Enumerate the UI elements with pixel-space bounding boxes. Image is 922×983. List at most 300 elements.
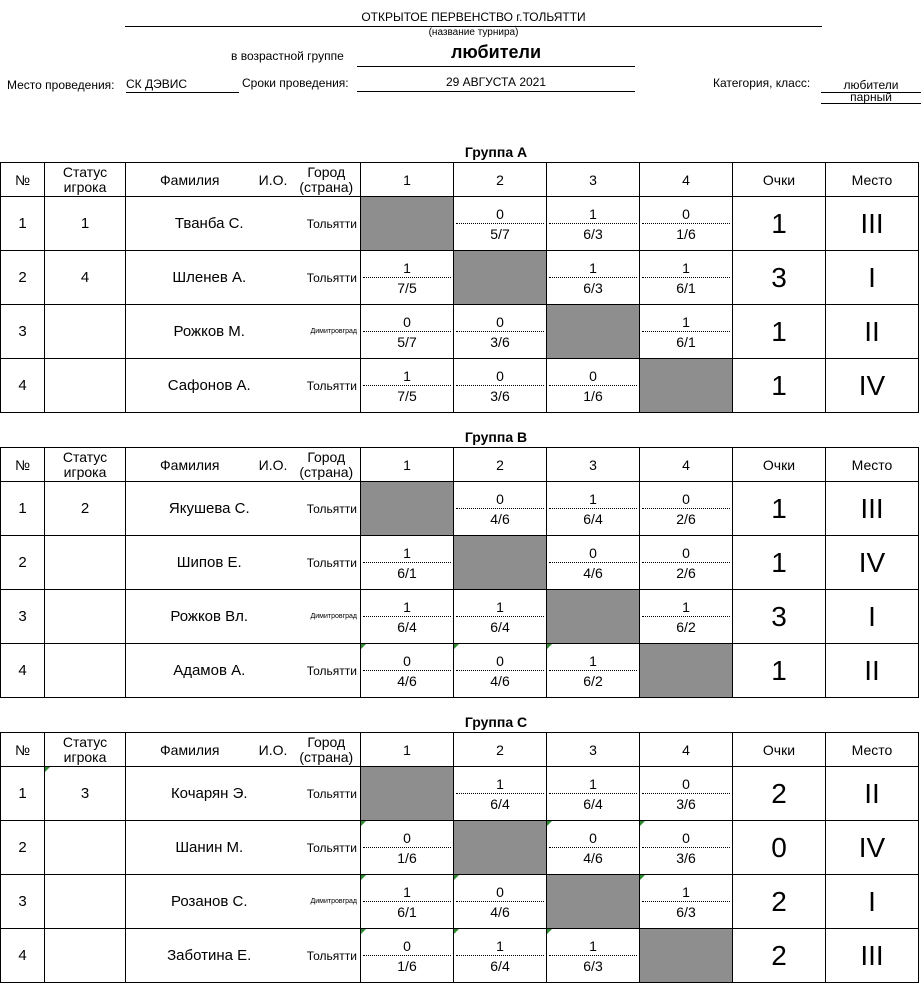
player-points: 1 xyxy=(733,644,826,698)
match-result: 1 xyxy=(682,314,690,330)
match-result: 1 xyxy=(589,206,597,222)
diagonal-cell xyxy=(361,482,454,536)
match-score: 6/4 xyxy=(490,958,510,974)
corner-marker-icon xyxy=(45,767,50,772)
match-result: 0 xyxy=(496,884,504,900)
group-table xyxy=(0,447,919,698)
table-row xyxy=(1,929,919,983)
row-number: 3 xyxy=(1,875,45,929)
player-points: 1 xyxy=(733,536,826,590)
dotted-divider xyxy=(642,277,730,278)
match-score: 6/3 xyxy=(676,904,696,920)
match-score: 5/7 xyxy=(490,226,510,242)
match-score: 1/6 xyxy=(583,388,603,404)
city-header-line-1: Город xyxy=(307,733,346,750)
dotted-divider xyxy=(642,562,730,563)
score-cell xyxy=(454,644,547,698)
player-points: 1 xyxy=(733,305,826,359)
col-opponent-2-header: 2 xyxy=(454,733,547,767)
player-city: Димитровград xyxy=(293,875,361,929)
match-result: 1 xyxy=(496,599,504,615)
dotted-divider xyxy=(456,616,544,617)
score-cell xyxy=(547,767,640,821)
match-score: 4/6 xyxy=(583,565,603,581)
col-no-header: № xyxy=(1,733,45,767)
player-place: III xyxy=(826,197,919,251)
score-cell xyxy=(454,305,547,359)
dotted-divider xyxy=(363,331,451,332)
player-place: I xyxy=(826,251,919,305)
player-city: Тольятти xyxy=(293,197,361,251)
match-result: 1 xyxy=(682,260,690,276)
match-score: 4/6 xyxy=(490,511,510,527)
col-opponent-3-header: 3 xyxy=(547,733,640,767)
row-number: 2 xyxy=(1,536,45,590)
dotted-divider xyxy=(456,901,544,902)
dotted-divider xyxy=(549,385,637,386)
score-cell xyxy=(640,536,733,590)
diagonal-cell xyxy=(454,251,547,305)
match-score: 4/6 xyxy=(490,673,510,689)
diagonal-cell xyxy=(547,875,640,929)
dotted-divider xyxy=(549,793,637,794)
col-initials-header: И.О. xyxy=(254,448,293,482)
status-header-line-2: игрока xyxy=(63,748,107,765)
corner-marker-icon xyxy=(361,644,366,649)
dotted-divider xyxy=(456,955,544,956)
col-status-header xyxy=(45,448,126,482)
player-name: Тванба С. xyxy=(126,197,293,251)
city-header-line-1: Город xyxy=(307,163,346,180)
city-header-line-2: (страна) xyxy=(299,748,354,765)
city-header-line-1: Город xyxy=(307,448,346,465)
diagonal-cell xyxy=(454,821,547,875)
match-score: 4/6 xyxy=(583,850,603,866)
match-result: 0 xyxy=(589,830,597,846)
table-row xyxy=(1,644,919,698)
dotted-divider xyxy=(549,847,637,848)
match-result: 0 xyxy=(403,830,411,846)
dotted-divider xyxy=(456,508,544,509)
player-points: 0 xyxy=(733,821,826,875)
match-score: 6/3 xyxy=(583,958,603,974)
table-row xyxy=(1,875,919,929)
corner-marker-icon xyxy=(454,929,459,934)
player-name: Кочарян Э. xyxy=(126,767,293,821)
score-cell xyxy=(361,821,454,875)
player-city: Тольятти xyxy=(293,767,361,821)
row-number: 4 xyxy=(1,929,45,983)
dotted-divider xyxy=(642,616,730,617)
score-cell xyxy=(547,197,640,251)
player-name: Заботина Е. xyxy=(126,929,293,983)
category-value-2: парный xyxy=(821,91,921,104)
match-score: 1/6 xyxy=(397,850,417,866)
diagonal-cell xyxy=(547,590,640,644)
score-cell xyxy=(454,875,547,929)
dotted-divider xyxy=(549,508,637,509)
score-cell xyxy=(640,767,733,821)
row-number: 1 xyxy=(1,482,45,536)
dotted-divider xyxy=(363,955,451,956)
table-row xyxy=(1,767,919,821)
match-score: 6/4 xyxy=(583,511,603,527)
match-result: 1 xyxy=(403,884,411,900)
player-city: Тольятти xyxy=(293,929,361,983)
score-cell xyxy=(361,359,454,413)
dotted-divider xyxy=(363,616,451,617)
score-cell xyxy=(547,536,640,590)
player-points: 2 xyxy=(733,875,826,929)
player-name: Шипов Е. xyxy=(126,536,293,590)
player-place: I xyxy=(826,875,919,929)
dotted-divider xyxy=(642,793,730,794)
col-initials-header: И.О. xyxy=(254,163,293,197)
score-cell xyxy=(640,305,733,359)
match-score: 3/6 xyxy=(676,850,696,866)
player-place: IV xyxy=(826,359,919,413)
diagonal-cell xyxy=(640,644,733,698)
player-status xyxy=(45,929,126,983)
col-opponent-1-header: 1 xyxy=(361,163,454,197)
match-result: 0 xyxy=(682,830,690,846)
status-header-line-1: Статус xyxy=(62,733,108,750)
match-result: 0 xyxy=(682,491,690,507)
match-score: 7/5 xyxy=(397,280,417,296)
score-cell xyxy=(361,875,454,929)
diagonal-cell xyxy=(361,197,454,251)
match-result: 1 xyxy=(589,491,597,507)
corner-marker-icon xyxy=(547,644,552,649)
group-table xyxy=(0,162,919,413)
col-opponent-1-header: 1 xyxy=(361,733,454,767)
dotted-divider xyxy=(363,277,451,278)
score-cell xyxy=(547,359,640,413)
score-cell xyxy=(547,821,640,875)
player-name: Рожков М. xyxy=(126,305,293,359)
player-city: Тольятти xyxy=(293,359,361,413)
match-score: 4/6 xyxy=(397,673,417,689)
table-row xyxy=(1,482,919,536)
score-cell xyxy=(454,197,547,251)
player-place: III xyxy=(826,482,919,536)
row-number: 4 xyxy=(1,359,45,413)
player-points: 2 xyxy=(733,767,826,821)
match-score: 3/6 xyxy=(676,796,696,812)
col-opponent-3-header: 3 xyxy=(547,163,640,197)
match-score: 1/6 xyxy=(397,958,417,974)
match-result: 0 xyxy=(496,491,504,507)
player-name: Адамов А. xyxy=(126,644,293,698)
match-score: 6/4 xyxy=(490,796,510,812)
player-place: II xyxy=(826,767,919,821)
score-cell xyxy=(547,482,640,536)
table-row xyxy=(1,536,919,590)
corner-marker-icon xyxy=(361,821,366,826)
score-cell xyxy=(454,359,547,413)
player-place: II xyxy=(826,644,919,698)
match-result: 0 xyxy=(403,314,411,330)
dotted-divider xyxy=(363,562,451,563)
match-result: 1 xyxy=(403,368,411,384)
col-opponent-4-header: 4 xyxy=(640,448,733,482)
age-group-value: любители xyxy=(357,42,635,67)
match-score: 6/2 xyxy=(583,673,603,689)
player-name: Шанин М. xyxy=(126,821,293,875)
score-cell xyxy=(640,875,733,929)
col-place-header: Место xyxy=(826,163,919,197)
dotted-divider xyxy=(549,562,637,563)
player-status: 1 xyxy=(45,197,126,251)
diagonal-cell xyxy=(640,929,733,983)
col-no-header: № xyxy=(1,448,45,482)
dotted-divider xyxy=(456,385,544,386)
match-result: 0 xyxy=(496,314,504,330)
player-city: Тольятти xyxy=(293,536,361,590)
dotted-divider xyxy=(642,223,730,224)
dotted-divider xyxy=(363,901,451,902)
score-cell xyxy=(640,197,733,251)
score-cell xyxy=(361,929,454,983)
col-opponent-4-header: 4 xyxy=(640,733,733,767)
player-place: IV xyxy=(826,821,919,875)
city-header-line-2: (страна) xyxy=(299,463,354,480)
col-place-header: Место xyxy=(826,448,919,482)
player-city: Тольятти xyxy=(293,821,361,875)
row-number: 1 xyxy=(1,197,45,251)
dotted-divider xyxy=(363,847,451,848)
score-cell xyxy=(547,251,640,305)
match-score: 2/6 xyxy=(676,511,696,527)
col-city-header xyxy=(293,163,361,197)
col-opponent-3-header: 3 xyxy=(547,448,640,482)
match-result: 0 xyxy=(589,545,597,561)
status-header-line-1: Статус xyxy=(62,163,108,180)
col-opponent-4-header: 4 xyxy=(640,163,733,197)
corner-marker-icon xyxy=(361,929,366,934)
corner-marker-icon xyxy=(640,821,645,826)
col-opponent-2-header: 2 xyxy=(454,163,547,197)
col-surname-header: Фамилия xyxy=(126,733,254,767)
match-score: 6/4 xyxy=(397,619,417,635)
col-surname-header: Фамилия xyxy=(126,163,254,197)
corner-marker-icon xyxy=(361,875,366,880)
player-points: 3 xyxy=(733,590,826,644)
dotted-divider xyxy=(363,670,451,671)
dotted-divider xyxy=(642,901,730,902)
venue-value: СК ДЭВИС xyxy=(126,77,239,93)
dotted-divider xyxy=(642,508,730,509)
score-cell xyxy=(547,929,640,983)
table-row xyxy=(1,590,919,644)
corner-marker-icon xyxy=(640,875,645,880)
diagonal-cell xyxy=(454,536,547,590)
match-result: 1 xyxy=(589,776,597,792)
row-number: 3 xyxy=(1,590,45,644)
match-score: 6/3 xyxy=(583,280,603,296)
col-no-header: № xyxy=(1,163,45,197)
score-cell xyxy=(361,251,454,305)
player-city: Димитровград xyxy=(293,590,361,644)
score-cell xyxy=(454,482,547,536)
match-score: 5/7 xyxy=(397,334,417,350)
player-status: 2 xyxy=(45,482,126,536)
city-header-line-2: (страна) xyxy=(299,178,354,195)
player-status xyxy=(45,875,126,929)
match-result: 0 xyxy=(682,776,690,792)
dotted-divider xyxy=(456,223,544,224)
player-status xyxy=(45,767,126,821)
score-cell xyxy=(640,821,733,875)
player-points: 3 xyxy=(733,251,826,305)
match-score: 6/4 xyxy=(490,619,510,635)
player-city: Тольятти xyxy=(293,251,361,305)
corner-marker-icon xyxy=(454,644,459,649)
match-result: 1 xyxy=(403,599,411,615)
dotted-divider xyxy=(549,955,637,956)
match-result: 0 xyxy=(496,206,504,222)
match-score: 4/6 xyxy=(490,904,510,920)
category-label: Категория, класс: xyxy=(713,76,811,90)
player-place: II xyxy=(826,305,919,359)
match-score: 6/1 xyxy=(397,904,417,920)
group-table xyxy=(0,732,919,983)
match-result: 0 xyxy=(496,653,504,669)
match-result: 1 xyxy=(403,545,411,561)
age-group-label: в возрастной группе xyxy=(231,49,344,63)
score-cell xyxy=(547,644,640,698)
col-place-header: Место xyxy=(826,733,919,767)
match-result: 0 xyxy=(403,938,411,954)
col-initials-header: И.О. xyxy=(254,733,293,767)
player-points: 1 xyxy=(733,359,826,413)
col-status-header xyxy=(45,733,126,767)
diagonal-cell xyxy=(547,305,640,359)
table-row xyxy=(1,197,919,251)
score-cell xyxy=(640,482,733,536)
player-name: Якушева С. xyxy=(126,482,293,536)
match-result: 1 xyxy=(403,260,411,276)
group-title: Группа С xyxy=(464,714,528,730)
player-status xyxy=(45,536,126,590)
player-city: Тольятти xyxy=(293,482,361,536)
status-value: 3 xyxy=(80,785,90,802)
match-result: 1 xyxy=(682,599,690,615)
dotted-divider xyxy=(456,793,544,794)
row-number: 3 xyxy=(1,305,45,359)
match-score: 3/6 xyxy=(490,334,510,350)
match-result: 1 xyxy=(496,938,504,954)
dates-value: 29 АВГУСТА 2021 xyxy=(357,75,635,92)
player-place: III xyxy=(826,929,919,983)
player-status xyxy=(45,644,126,698)
row-number: 1 xyxy=(1,767,45,821)
col-opponent-2-header: 2 xyxy=(454,448,547,482)
score-cell xyxy=(361,536,454,590)
col-city-header xyxy=(293,733,361,767)
match-result: 0 xyxy=(682,545,690,561)
match-score: 6/1 xyxy=(676,334,696,350)
group-title: Группа В xyxy=(464,429,528,445)
player-points: 1 xyxy=(733,197,826,251)
player-status xyxy=(45,590,126,644)
tournament-hint: (название турнира) xyxy=(428,27,519,38)
venue-label: Место проведения: xyxy=(7,78,115,92)
match-score: 1/6 xyxy=(676,226,696,242)
score-cell xyxy=(454,767,547,821)
match-score: 6/1 xyxy=(397,565,417,581)
player-name: Шленев А. xyxy=(126,251,293,305)
tournament-title: ОТКРЫТОЕ ПЕРВЕНСТВО г.ТОЛЬЯТТИ xyxy=(125,10,822,27)
match-score: 6/3 xyxy=(583,226,603,242)
dotted-divider xyxy=(549,277,637,278)
row-number: 2 xyxy=(1,251,45,305)
category-value-1: любители xyxy=(821,79,921,93)
row-number: 2 xyxy=(1,821,45,875)
match-result: 1 xyxy=(589,260,597,276)
match-score: 6/2 xyxy=(676,619,696,635)
table-row xyxy=(1,251,919,305)
score-cell xyxy=(361,305,454,359)
match-score: 6/1 xyxy=(676,280,696,296)
player-name: Рожков Вл. xyxy=(126,590,293,644)
match-result: 1 xyxy=(589,938,597,954)
match-score: 6/4 xyxy=(583,796,603,812)
table-row xyxy=(1,305,919,359)
corner-marker-icon xyxy=(454,875,459,880)
player-place: IV xyxy=(826,536,919,590)
player-status xyxy=(45,305,126,359)
dotted-divider xyxy=(456,331,544,332)
col-points-header: Очки xyxy=(733,733,826,767)
player-points: 1 xyxy=(733,482,826,536)
match-score: 3/6 xyxy=(490,388,510,404)
col-surname-header: Фамилия xyxy=(126,448,254,482)
dotted-divider xyxy=(642,331,730,332)
dotted-divider xyxy=(549,670,637,671)
dates-label: Сроки проведения: xyxy=(242,76,349,90)
score-cell xyxy=(640,251,733,305)
col-city-header xyxy=(293,448,361,482)
score-cell xyxy=(454,590,547,644)
dotted-divider xyxy=(549,223,637,224)
match-score: 2/6 xyxy=(676,565,696,581)
score-cell xyxy=(361,644,454,698)
col-points-header: Очки xyxy=(733,448,826,482)
player-place: I xyxy=(826,590,919,644)
col-points-header: Очки xyxy=(733,163,826,197)
col-opponent-1-header: 1 xyxy=(361,448,454,482)
match-score: 7/5 xyxy=(397,388,417,404)
status-header-line-2: игрока xyxy=(63,178,107,195)
match-result: 0 xyxy=(403,653,411,669)
match-result: 0 xyxy=(589,368,597,384)
table-row xyxy=(1,821,919,875)
match-result: 0 xyxy=(496,368,504,384)
player-name: Сафонов А. xyxy=(126,359,293,413)
score-cell xyxy=(640,590,733,644)
player-name: Розанов С. xyxy=(126,875,293,929)
group-title: Группа А xyxy=(464,144,528,160)
match-result: 0 xyxy=(682,206,690,222)
player-points: 2 xyxy=(733,929,826,983)
dotted-divider xyxy=(456,670,544,671)
player-status xyxy=(45,821,126,875)
status-header-line-1: Статус xyxy=(62,448,108,465)
diagonal-cell xyxy=(640,359,733,413)
match-result: 1 xyxy=(496,776,504,792)
player-status: 4 xyxy=(45,251,126,305)
